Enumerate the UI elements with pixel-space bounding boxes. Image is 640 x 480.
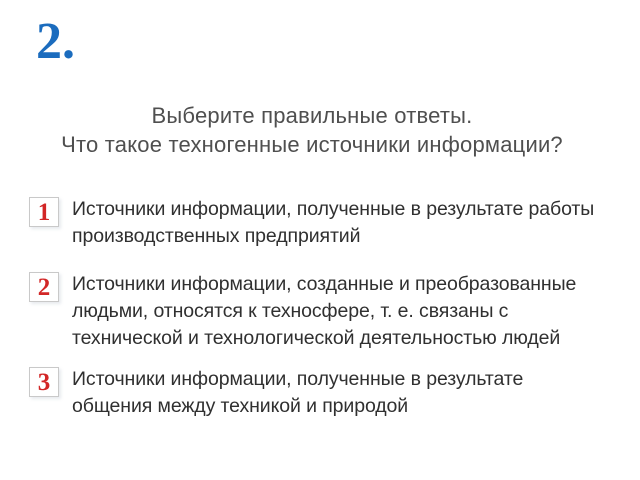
answer-3-line-1: Источники информации, полученные в результате <box>72 368 524 390</box>
answer-2-line-3: технической и технологической деятельностью людей <box>72 327 561 349</box>
answer-3-number: 3 <box>37 368 51 396</box>
answer-option-3[interactable] <box>29 366 620 420</box>
answer-2-text <box>72 271 576 352</box>
answer-1-text <box>72 196 594 250</box>
answer-3-line-2: общения между техникой и природой <box>72 395 409 417</box>
answer-1-line-2: производственных предприятий <box>72 225 361 247</box>
answer-2-number-badge[interactable] <box>29 272 59 302</box>
answer-1-line-1: Источники информации, полученные в результате работы <box>72 198 595 220</box>
question-heading <box>0 101 624 159</box>
slide-number: 2. <box>36 13 75 70</box>
answer-option-1[interactable] <box>29 196 620 250</box>
answer-2-line-2: людьми, относятся к техносфере, т. е. связаны с <box>72 300 509 322</box>
heading-line-1: Выберите правильные ответы. <box>151 103 473 128</box>
heading-line-2: Что такое техногенные источники информации? <box>61 132 563 157</box>
answer-2-number: 2 <box>37 273 51 301</box>
answer-2-line-1: Источники информации, созданные и преобразованные <box>72 273 577 295</box>
answer-1-number-badge[interactable] <box>29 197 59 227</box>
answer-3-number-badge[interactable] <box>29 367 59 397</box>
answer-1-number: 1 <box>37 198 51 226</box>
answer-option-2[interactable] <box>29 271 620 352</box>
answer-3-text <box>72 366 523 420</box>
